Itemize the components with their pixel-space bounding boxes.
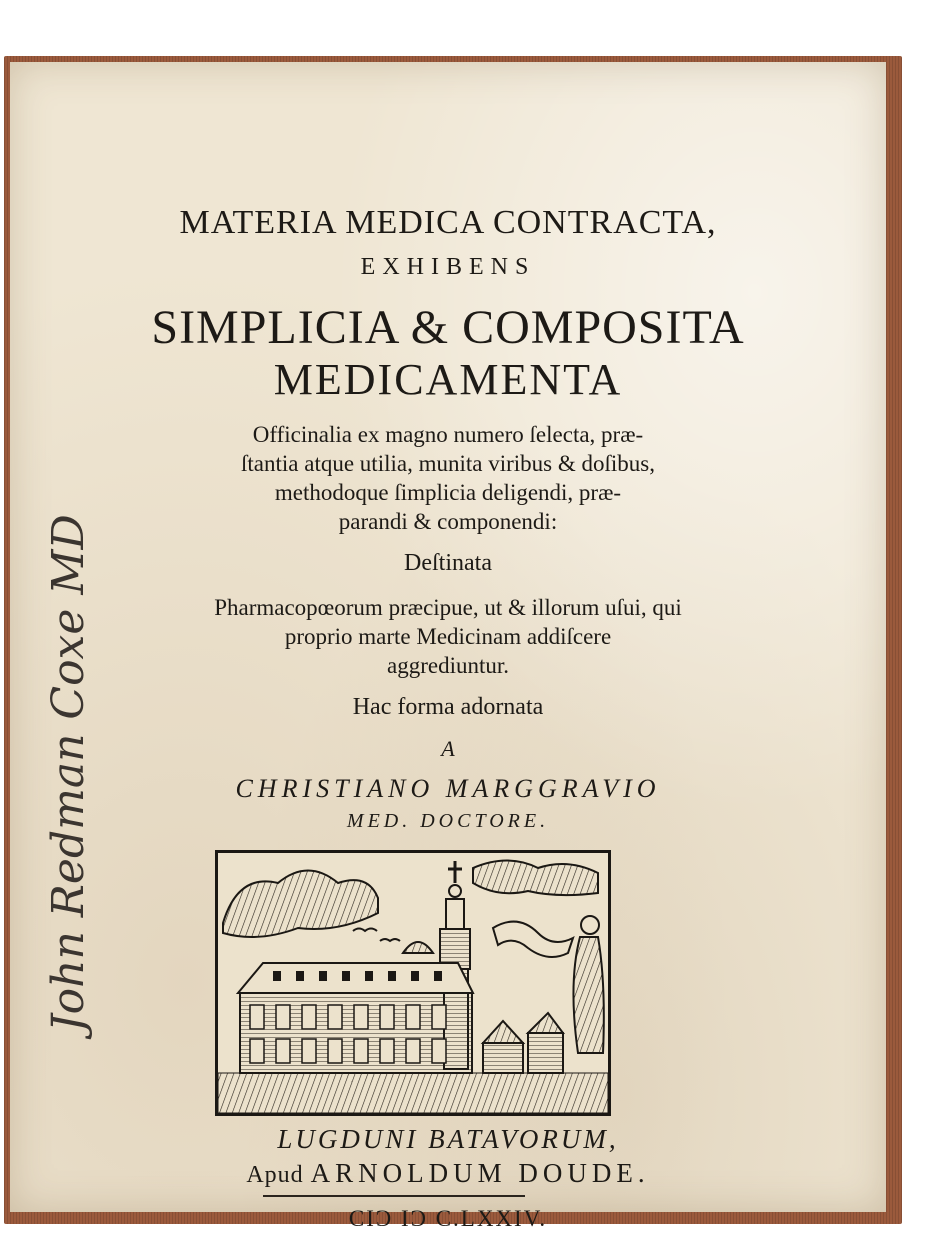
imprint-place: LUGDUNI BATAVORUM, — [277, 1124, 619, 1154]
purpose-line-2: proprio marte Medicinam addiſcere — [284, 624, 612, 649]
title-line-4: MEDICAMENTA — [273, 355, 623, 404]
handwritten-signature — [28, 392, 118, 1042]
forma-line: Hac forma adornata — [352, 694, 544, 720]
imprint-date: CIƆ IƆ C.LXXIV. — [348, 1206, 548, 1231]
body-line-1: Officinalia ex magno numero ſelecta, præ- — [252, 422, 644, 447]
title-line-3: SIMPLICIA & COMPOSITA — [151, 301, 745, 354]
title-line-2: EXHIBENS — [360, 254, 536, 280]
author-title: MED. DOCTORE. — [346, 810, 550, 832]
imprint-rule — [263, 1195, 525, 1197]
body-line-3: methodoque ſimplicia deligendi, præ- — [274, 480, 622, 505]
woodcut-engraving — [218, 853, 608, 1113]
a-line: A — [441, 736, 455, 761]
imprint-publisher-line — [10, 1158, 886, 1189]
purpose-line-3: aggrediuntur. — [387, 653, 509, 678]
title-page — [10, 62, 886, 1231]
destinata-line: Deſtinata — [404, 550, 492, 576]
body-line-2: ſtantia atque utilia, munita viribus & doſibus, — [241, 451, 655, 476]
purpose-line-1: Pharmacopœorum præcipue, ut & illorum uſui, qui — [214, 595, 682, 620]
author-name: CHRISTIANO MARGGRAVIO — [235, 774, 661, 803]
woodcut-illustration — [215, 850, 611, 1116]
imprint-publisher: ARNOLDUM DOUDE. — [310, 1158, 650, 1188]
imprint-apud: Apud — [246, 1162, 304, 1188]
title-line-1: MATERIA MEDICA CONTRACTA, — [179, 204, 717, 241]
body-line-4: parandi & componendi: — [338, 509, 558, 534]
signature-text: John Redman Coxe MD — [43, 514, 94, 1032]
